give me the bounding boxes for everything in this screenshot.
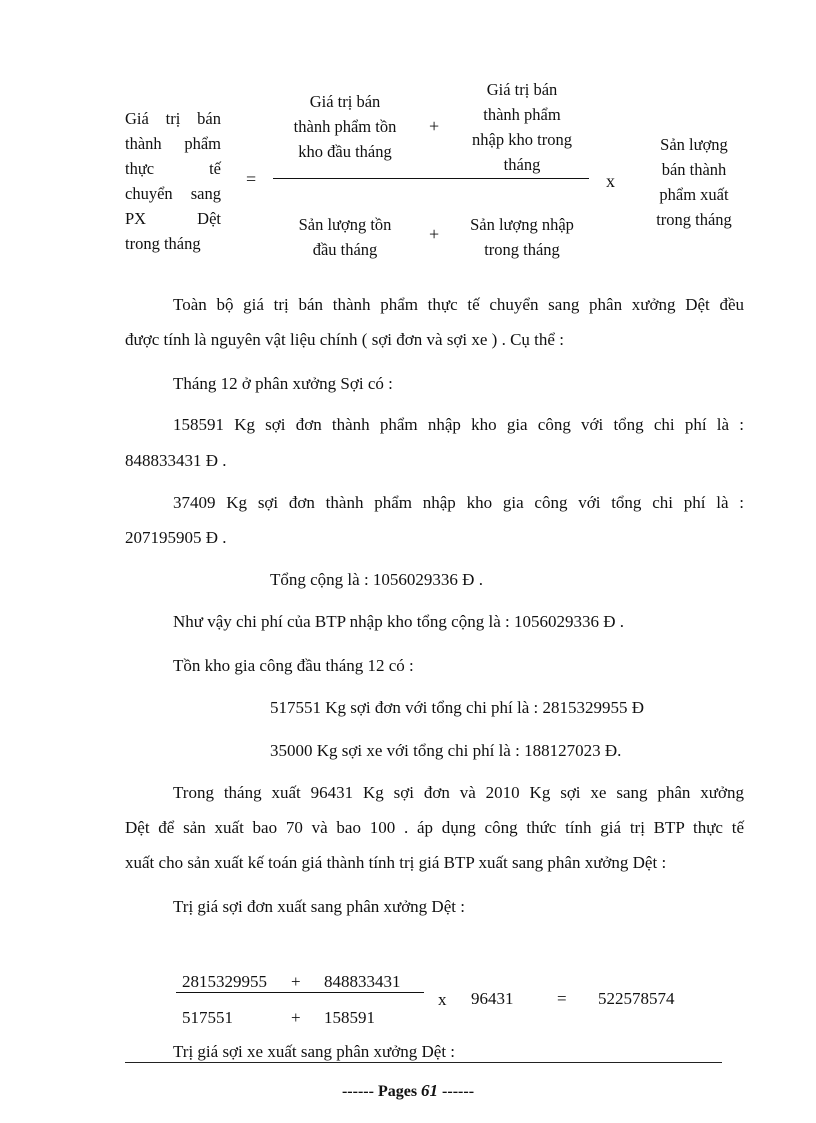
formula1-left-line: thành phẩm — [125, 134, 221, 153]
formula1-numerator-b-line: thành phẩm — [483, 105, 561, 124]
formula1-right-line: Sản lượng — [660, 135, 728, 154]
paragraph-4-line-1: 37409 Kg sợi đơn thành phẩm nhập kho gia công với tổng chi phí là : — [173, 493, 744, 512]
footer-page-number: 61 — [421, 1081, 439, 1100]
formula2-multiplier: 96431 — [471, 989, 514, 1008]
paragraph-12: Trị giá sợi xe xuất sang phân xưởng Dệt : — [173, 1042, 456, 1061]
formula1-numerator-a — [272, 89, 418, 164]
formula1-plus-top: + — [429, 116, 440, 136]
formula2-plus-bottom: + — [291, 1008, 301, 1027]
formula1-left-line: Giá trị bán — [125, 109, 221, 128]
paragraph-3-line-2: 848833431 Đ . — [125, 451, 227, 470]
formula2-denominator-b: 158591 — [324, 1008, 375, 1027]
formula1-denominator-a-line: đầu tháng — [312, 240, 378, 259]
formula2-numerator-a: 2815329955 — [182, 972, 267, 991]
paragraph-10-line-1: Trong tháng xuất 96431 Kg sợi đơn và 2010 Kg sợi xe sang phân xưởng — [173, 783, 744, 802]
formula1-denominator-b — [450, 212, 594, 262]
paragraph-10-line-3: xuất cho sản xuất kế toán giá thành tính trị giá BTP xuất sang phân xưởng Dệt : — [125, 853, 667, 872]
formula1-denominator-b-line: Sản lượng nhập — [470, 215, 574, 234]
paragraph-7: Tồn kho gia công đầu tháng 12 có : — [173, 656, 414, 675]
formula2-fraction-bar — [176, 992, 424, 993]
formula2-plus-top: + — [291, 972, 301, 991]
formula2-result: 522578574 — [598, 989, 675, 1008]
footer-page-label: Pages — [377, 1083, 418, 1100]
formula1-numerator-a-line: Giá trị bán — [309, 92, 381, 111]
paragraph-8: 517551 Kg sợi đơn với tổng chi phí là : 2815329955 Đ — [270, 698, 645, 717]
formula1-left — [125, 106, 221, 256]
formula1-right-line: bán thành — [661, 160, 727, 179]
formula1-left-line: trong tháng — [125, 234, 201, 253]
paragraph-10-line-2: Dệt để sản xuất bao 70 và bao 100 . áp dụng công thức tính giá trị BTP thực tế — [125, 818, 744, 837]
paragraph-1-line-1: Toàn bộ giá trị bán thành phẩm thực tế chuyển sang phân xưởng Dệt đều — [173, 295, 744, 314]
formula2-numerator-b: 848833431 — [324, 972, 401, 991]
page-footer — [0, 1079, 816, 1104]
formula1-numerator-b-line: tháng — [503, 155, 541, 174]
formula1-numerator-b-line: nhập kho trong — [472, 130, 572, 149]
formula1-times-sign: x — [606, 171, 615, 191]
paragraph-6: Như vậy chi phí của BTP nhập kho tổng cộng là : 1056029336 Đ . — [173, 612, 624, 631]
footer-dashes-left: ------ — [341, 1083, 374, 1100]
formula1-equals-sign: = — [246, 169, 257, 189]
formula2-denominator-a: 517551 — [182, 1008, 233, 1027]
formula1-denominator-a-line: Sản lượng tồn — [298, 215, 392, 234]
paragraph-2: Tháng 12 ở phân xưởng Sợi có : — [173, 374, 393, 393]
formula1-right-line: phẩm xuất — [659, 185, 729, 204]
formula2-equals-sign: = — [557, 989, 567, 1008]
paragraph-9: 35000 Kg sợi xe với tổng chi phí là : 188127023 Đ. — [270, 741, 622, 760]
footer-dashes-right: ------ — [442, 1083, 475, 1100]
formula1-numerator-b-line: Giá trị bán — [486, 80, 558, 99]
paragraph-1-line-2: được tính là nguyên vật liệu chính ( sợi đơn và sợi xe ) . Cụ thể : — [125, 330, 564, 349]
formula1-numerator-a-line: kho đầu tháng — [298, 142, 392, 161]
paragraph-11: Trị giá sợi đơn xuất sang phân xưởng Dệt : — [173, 897, 465, 916]
formula1-left-line: thực tế — [125, 159, 221, 178]
formula2-times-sign: x — [438, 990, 447, 1009]
paragraph-3-line-1: 158591 Kg sợi đơn thành phẩm nhập kho gia công với tổng chi phí là : — [173, 415, 744, 434]
formula1-numerator-b — [450, 77, 594, 177]
formula1-left-line: PX Dệt — [125, 209, 221, 228]
formula1-left-line: chuyển sang — [125, 184, 221, 203]
formula1-fraction-bar — [273, 178, 589, 179]
formula1-denominator-a — [272, 212, 418, 262]
footer-rule — [125, 1062, 722, 1063]
paragraph-5-total: Tổng cộng là : 1056029336 Đ . — [270, 570, 483, 589]
paragraph-4-line-2: 207195905 Đ . — [125, 528, 227, 547]
formula1-numerator-a-line: thành phẩm tồn — [293, 117, 397, 136]
formula1-denominator-b-line: trong tháng — [484, 240, 560, 259]
formula1-right — [642, 132, 746, 232]
formula1-plus-bottom: + — [429, 224, 440, 244]
formula1-right-line: trong tháng — [656, 210, 732, 229]
